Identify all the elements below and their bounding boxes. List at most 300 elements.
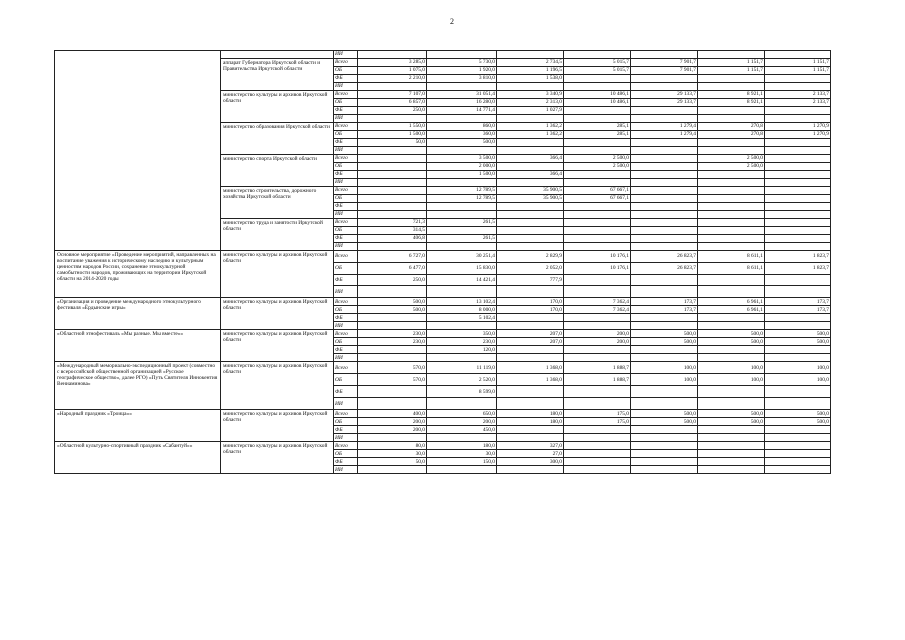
value-cell: 6 961,1 xyxy=(698,306,765,314)
value-cell: 1 888,7 xyxy=(564,374,631,386)
value-cell: 14 771,4 xyxy=(427,107,497,115)
value-cell: 400,0 xyxy=(358,410,427,418)
value-cell xyxy=(631,235,698,243)
value-cell: 500,0 xyxy=(358,306,427,314)
source-cell: Всего xyxy=(334,251,358,263)
value-cell xyxy=(698,450,765,458)
value-cell: 1 270,9 xyxy=(765,123,831,131)
source-cell: Всего xyxy=(334,59,358,67)
value-cell xyxy=(358,83,427,91)
source-cell: Всего xyxy=(334,155,358,163)
value-cell xyxy=(698,354,765,362)
value-cell xyxy=(765,219,831,227)
value-cell xyxy=(427,434,497,442)
value-cell xyxy=(698,274,765,286)
value-cell xyxy=(427,51,497,59)
source-cell: ФБ xyxy=(334,386,358,398)
value-cell: 31 051,4 xyxy=(427,91,497,99)
value-cell xyxy=(497,346,564,354)
value-cell xyxy=(631,354,698,362)
source-cell: ИИ xyxy=(334,179,358,187)
value-cell: 270,8 xyxy=(698,123,765,131)
value-cell: 3 500,0 xyxy=(427,155,497,163)
value-cell xyxy=(631,398,698,410)
value-cell xyxy=(358,211,427,219)
value-cell xyxy=(427,83,497,91)
value-cell xyxy=(631,434,698,442)
value-cell xyxy=(427,147,497,155)
value-cell xyxy=(698,51,765,59)
value-cell: 16 280,0 xyxy=(427,99,497,107)
value-cell: 100,0 xyxy=(765,362,831,374)
value-cell xyxy=(698,243,765,251)
source-cell: ОБ xyxy=(334,131,358,139)
value-cell xyxy=(497,426,564,434)
value-cell xyxy=(631,442,698,450)
value-cell xyxy=(358,203,427,211)
value-cell: 2 500,0 xyxy=(564,155,631,163)
value-cell xyxy=(358,322,427,330)
value-cell xyxy=(765,75,831,83)
value-cell xyxy=(698,458,765,466)
value-cell xyxy=(765,195,831,203)
value-cell: 3 340,9 xyxy=(497,91,564,99)
value-cell xyxy=(564,386,631,398)
event-cell: «Организация и проведение международного этнокультурного фестиваля «Ёрдынские игры» xyxy=(55,298,221,330)
value-cell: 12 789,5 xyxy=(427,187,497,195)
value-cell xyxy=(564,458,631,466)
value-cell: 261,5 xyxy=(427,219,497,227)
value-cell xyxy=(358,314,427,322)
table-row xyxy=(55,362,831,374)
value-cell xyxy=(564,227,631,235)
executor-cell: министерство строительства, дорожного хозяйства Иркутской области xyxy=(221,187,334,219)
value-cell xyxy=(698,219,765,227)
value-cell xyxy=(564,235,631,243)
value-cell xyxy=(564,434,631,442)
value-cell: 285,1 xyxy=(564,131,631,139)
value-cell xyxy=(765,286,831,298)
source-cell: Всего xyxy=(334,123,358,131)
value-cell: 366,4 xyxy=(497,171,564,179)
value-cell: 100,0 xyxy=(765,374,831,386)
value-cell: 3 285,0 xyxy=(358,59,427,67)
source-cell: ИИ xyxy=(334,51,358,59)
value-cell: 8 611,1 xyxy=(698,251,765,263)
value-cell: 170,0 xyxy=(497,298,564,306)
value-cell xyxy=(765,235,831,243)
value-cell xyxy=(427,243,497,251)
value-cell: 327,0 xyxy=(497,442,564,450)
value-cell xyxy=(631,426,698,434)
value-cell: 26 823,7 xyxy=(631,262,698,274)
value-cell: 173,7 xyxy=(765,306,831,314)
source-cell: ФБ xyxy=(334,346,358,354)
value-cell: 200,0 xyxy=(358,426,427,434)
value-cell: 200,0 xyxy=(427,418,497,426)
value-cell xyxy=(698,322,765,330)
value-cell xyxy=(564,274,631,286)
value-cell xyxy=(765,314,831,322)
value-cell xyxy=(631,227,698,235)
value-cell: 500,0 xyxy=(427,139,497,147)
value-cell xyxy=(427,398,497,410)
value-cell: 6 477,0 xyxy=(358,262,427,274)
event-cell: «Международный мемориально-экспедиционный проект (совместно с всероссийской общественной организацией «Русское географическое общество», далее РГО) «Путь Святителя Иннокентия Вениаминова» xyxy=(55,362,221,410)
value-cell xyxy=(427,227,497,235)
source-cell: ИИ xyxy=(334,434,358,442)
source-cell: ФБ xyxy=(334,235,358,243)
value-cell: 500,0 xyxy=(631,338,698,346)
value-cell: 207,0 xyxy=(497,330,564,338)
value-cell: 261,5 xyxy=(427,235,497,243)
value-cell xyxy=(765,107,831,115)
value-cell: 1 550,0 xyxy=(358,123,427,131)
value-cell: 15 830,0 xyxy=(427,262,497,274)
value-cell xyxy=(358,163,427,171)
value-cell: 1 151,7 xyxy=(765,59,831,67)
value-cell: 1 279,4 xyxy=(631,123,698,131)
source-cell: ИИ xyxy=(334,466,358,474)
value-cell xyxy=(631,203,698,211)
table-row xyxy=(55,410,831,418)
value-cell: 500,0 xyxy=(698,338,765,346)
value-cell xyxy=(497,139,564,147)
executor-cell: министерство спорта Иркутской области xyxy=(221,155,334,187)
value-cell: 1 500,0 xyxy=(427,171,497,179)
value-cell xyxy=(631,107,698,115)
value-cell xyxy=(631,458,698,466)
value-cell: 406,8 xyxy=(358,235,427,243)
value-cell: 5 730,0 xyxy=(427,59,497,67)
value-cell xyxy=(358,466,427,474)
value-cell: 100,0 xyxy=(698,374,765,386)
value-cell: 7 362,4 xyxy=(564,306,631,314)
value-cell: 721,3 xyxy=(358,219,427,227)
value-cell: 2 133,7 xyxy=(765,91,831,99)
value-cell: 7 901,7 xyxy=(631,59,698,67)
value-cell xyxy=(358,147,427,155)
value-cell: 173,7 xyxy=(765,298,831,306)
value-cell xyxy=(631,466,698,474)
value-cell: 230,0 xyxy=(358,330,427,338)
value-cell: 175,0 xyxy=(564,410,631,418)
value-cell xyxy=(564,398,631,410)
value-cell: 2 210,0 xyxy=(358,75,427,83)
value-cell xyxy=(698,386,765,398)
value-cell: 350,0 xyxy=(427,330,497,338)
value-cell: 10 486,1 xyxy=(564,99,631,107)
source-cell: ФБ xyxy=(334,107,358,115)
value-cell xyxy=(631,274,698,286)
value-cell xyxy=(358,115,427,123)
value-cell xyxy=(698,115,765,123)
source-cell: ФБ xyxy=(334,274,358,286)
source-cell: ФБ xyxy=(334,426,358,434)
value-cell xyxy=(497,83,564,91)
value-cell: 35 900,5 xyxy=(497,195,564,203)
value-cell: 35 900,5 xyxy=(497,187,564,195)
value-cell: 100,0 xyxy=(698,362,765,374)
value-cell: 29 133,7 xyxy=(631,99,698,107)
table-row xyxy=(55,442,831,450)
value-cell: 8 921,1 xyxy=(698,99,765,107)
value-cell: 7 901,7 xyxy=(631,67,698,75)
value-cell xyxy=(564,179,631,187)
value-cell: 1 888,7 xyxy=(564,362,631,374)
value-cell: 8 000,0 xyxy=(427,306,497,314)
value-cell: 80,0 xyxy=(358,442,427,450)
source-cell: Всего xyxy=(334,362,358,374)
value-cell: 173,7 xyxy=(631,306,698,314)
value-cell: 8 599,0 xyxy=(427,386,497,398)
value-cell xyxy=(427,203,497,211)
source-cell: ОБ xyxy=(334,338,358,346)
value-cell xyxy=(564,83,631,91)
value-cell: 150,0 xyxy=(427,458,497,466)
source-cell: Всего xyxy=(334,187,358,195)
source-cell: ИИ xyxy=(334,147,358,155)
value-cell xyxy=(564,75,631,83)
value-cell xyxy=(497,386,564,398)
executor-cell: министерство культуры и архивов Иркутской области xyxy=(221,442,334,474)
value-cell xyxy=(698,286,765,298)
value-cell xyxy=(564,346,631,354)
value-cell xyxy=(564,450,631,458)
value-cell xyxy=(631,346,698,354)
value-cell xyxy=(765,354,831,362)
value-cell xyxy=(497,147,564,155)
value-cell: 200,0 xyxy=(564,338,631,346)
value-cell xyxy=(564,115,631,123)
value-cell xyxy=(765,115,831,123)
value-cell xyxy=(698,171,765,179)
value-cell: 200,0 xyxy=(564,330,631,338)
value-cell: 2 500,0 xyxy=(564,163,631,171)
value-cell xyxy=(497,219,564,227)
value-cell xyxy=(765,171,831,179)
value-cell xyxy=(765,83,831,91)
budget-table xyxy=(54,50,831,474)
value-cell xyxy=(631,155,698,163)
value-cell: 1 920,0 xyxy=(427,67,497,75)
value-cell xyxy=(358,195,427,203)
value-cell: 230,0 xyxy=(358,338,427,346)
event-cell xyxy=(55,51,221,251)
source-cell: ИИ xyxy=(334,322,358,330)
value-cell: 285,1 xyxy=(564,123,631,131)
value-cell: 1 027,9 xyxy=(497,107,564,115)
value-cell: 26 823,7 xyxy=(631,251,698,263)
value-cell: 13 102,4 xyxy=(427,298,497,306)
value-cell: 2 829,9 xyxy=(497,251,564,263)
executor-cell xyxy=(221,51,334,59)
value-cell xyxy=(631,147,698,155)
value-cell xyxy=(765,155,831,163)
value-cell xyxy=(698,83,765,91)
value-cell: 10 176,1 xyxy=(564,262,631,274)
value-cell: 500,0 xyxy=(698,410,765,418)
value-cell xyxy=(497,211,564,219)
value-cell: 2 734,5 xyxy=(497,59,564,67)
value-cell xyxy=(765,466,831,474)
value-cell: 2 000,0 xyxy=(427,163,497,171)
value-cell xyxy=(497,235,564,243)
value-cell: 2 500,0 xyxy=(698,163,765,171)
value-cell: 570,0 xyxy=(358,374,427,386)
value-cell xyxy=(564,211,631,219)
executor-cell: министерство образования Иркутской области xyxy=(221,123,334,155)
value-cell xyxy=(631,115,698,123)
value-cell: 500,0 xyxy=(631,330,698,338)
value-cell: 230,0 xyxy=(427,338,497,346)
value-cell: 14 421,4 xyxy=(427,274,497,286)
value-cell xyxy=(497,398,564,410)
value-cell xyxy=(631,386,698,398)
value-cell xyxy=(358,155,427,163)
value-cell xyxy=(765,227,831,235)
value-cell xyxy=(497,322,564,330)
value-cell: 50,0 xyxy=(358,139,427,147)
value-cell xyxy=(358,434,427,442)
source-cell: ИИ xyxy=(334,286,358,298)
value-cell xyxy=(765,147,831,155)
value-cell: 1 151,7 xyxy=(698,67,765,75)
source-cell: ФБ xyxy=(334,171,358,179)
value-cell xyxy=(765,322,831,330)
value-cell xyxy=(698,139,765,147)
value-cell xyxy=(358,346,427,354)
value-cell: 6 961,1 xyxy=(698,298,765,306)
value-cell xyxy=(564,322,631,330)
value-cell: 360,0 xyxy=(427,131,497,139)
source-cell: ОБ xyxy=(334,163,358,171)
source-cell: Всего xyxy=(334,442,358,450)
source-cell: Всего xyxy=(334,330,358,338)
value-cell xyxy=(765,163,831,171)
value-cell xyxy=(564,203,631,211)
value-cell: 5 102,4 xyxy=(427,314,497,322)
value-cell xyxy=(427,466,497,474)
value-cell xyxy=(358,286,427,298)
value-cell xyxy=(631,83,698,91)
table-row xyxy=(55,51,831,59)
value-cell xyxy=(427,211,497,219)
event-cell: «Областной этнофестиваль «Мы разные. Мы вместе»» xyxy=(55,330,221,362)
value-cell: 270,8 xyxy=(698,131,765,139)
value-cell xyxy=(765,450,831,458)
value-cell xyxy=(631,450,698,458)
value-cell xyxy=(698,187,765,195)
value-cell: 1 196,5 xyxy=(497,67,564,75)
value-cell: 6 857,0 xyxy=(358,99,427,107)
value-cell: 5 015,7 xyxy=(564,67,631,75)
value-cell xyxy=(497,243,564,251)
value-cell xyxy=(427,179,497,187)
value-cell: 30,0 xyxy=(358,450,427,458)
value-cell xyxy=(631,211,698,219)
value-cell xyxy=(631,51,698,59)
value-cell xyxy=(765,211,831,219)
source-cell: Всего xyxy=(334,91,358,99)
value-cell: 1 368,0 xyxy=(497,374,564,386)
value-cell: 314,5 xyxy=(358,227,427,235)
source-cell: ФБ xyxy=(334,75,358,83)
value-cell: 1 823,7 xyxy=(765,251,831,263)
value-cell: 170,0 xyxy=(497,306,564,314)
value-cell: 100,0 xyxy=(631,374,698,386)
value-cell: 500,0 xyxy=(631,418,698,426)
value-cell xyxy=(698,442,765,450)
value-cell: 500,0 xyxy=(358,298,427,306)
value-cell: 100,0 xyxy=(631,362,698,374)
value-cell xyxy=(765,203,831,211)
value-cell: 10 176,1 xyxy=(564,251,631,263)
value-cell xyxy=(765,458,831,466)
value-cell xyxy=(497,227,564,235)
value-cell: 500,0 xyxy=(765,330,831,338)
value-cell: 8 921,1 xyxy=(698,91,765,99)
value-cell xyxy=(564,314,631,322)
value-cell: 200,0 xyxy=(358,418,427,426)
value-cell xyxy=(427,115,497,123)
value-cell xyxy=(564,442,631,450)
event-cell: «Народный праздник «Троица»» xyxy=(55,410,221,442)
value-cell: 300,0 xyxy=(497,458,564,466)
value-cell xyxy=(497,115,564,123)
source-cell: ФБ xyxy=(334,203,358,211)
value-cell: 1 823,7 xyxy=(765,262,831,274)
value-cell: 250,0 xyxy=(358,274,427,286)
value-cell xyxy=(497,314,564,322)
executor-cell: министерство культуры и архивов Иркутской области xyxy=(221,251,334,298)
value-cell: 450,0 xyxy=(427,426,497,434)
source-cell: ОБ xyxy=(334,195,358,203)
value-cell: 7 107,0 xyxy=(358,91,427,99)
source-cell: ОБ xyxy=(334,418,358,426)
value-cell xyxy=(765,187,831,195)
value-cell xyxy=(631,322,698,330)
value-cell xyxy=(698,107,765,115)
value-cell xyxy=(631,286,698,298)
value-cell: 500,0 xyxy=(698,418,765,426)
source-cell: ИИ xyxy=(334,115,358,123)
value-cell xyxy=(698,346,765,354)
value-cell: 500,0 xyxy=(765,418,831,426)
value-cell xyxy=(765,442,831,450)
value-cell xyxy=(698,434,765,442)
value-cell xyxy=(765,426,831,434)
value-cell xyxy=(631,163,698,171)
table-row xyxy=(55,330,831,338)
value-cell: 1 270,9 xyxy=(765,131,831,139)
value-cell: 8 611,1 xyxy=(698,262,765,274)
value-cell: 2 313,0 xyxy=(497,99,564,107)
value-cell: 5 015,7 xyxy=(564,59,631,67)
value-cell xyxy=(564,426,631,434)
value-cell xyxy=(698,314,765,322)
value-cell xyxy=(358,354,427,362)
value-cell: 120,0 xyxy=(427,346,497,354)
value-cell xyxy=(631,179,698,187)
value-cell xyxy=(765,386,831,398)
source-cell: ФБ xyxy=(334,458,358,466)
source-cell: Всего xyxy=(334,298,358,306)
value-cell: 11 119,0 xyxy=(427,362,497,374)
source-cell: ИИ xyxy=(334,398,358,410)
source-cell: ОБ xyxy=(334,99,358,107)
value-cell xyxy=(698,235,765,243)
